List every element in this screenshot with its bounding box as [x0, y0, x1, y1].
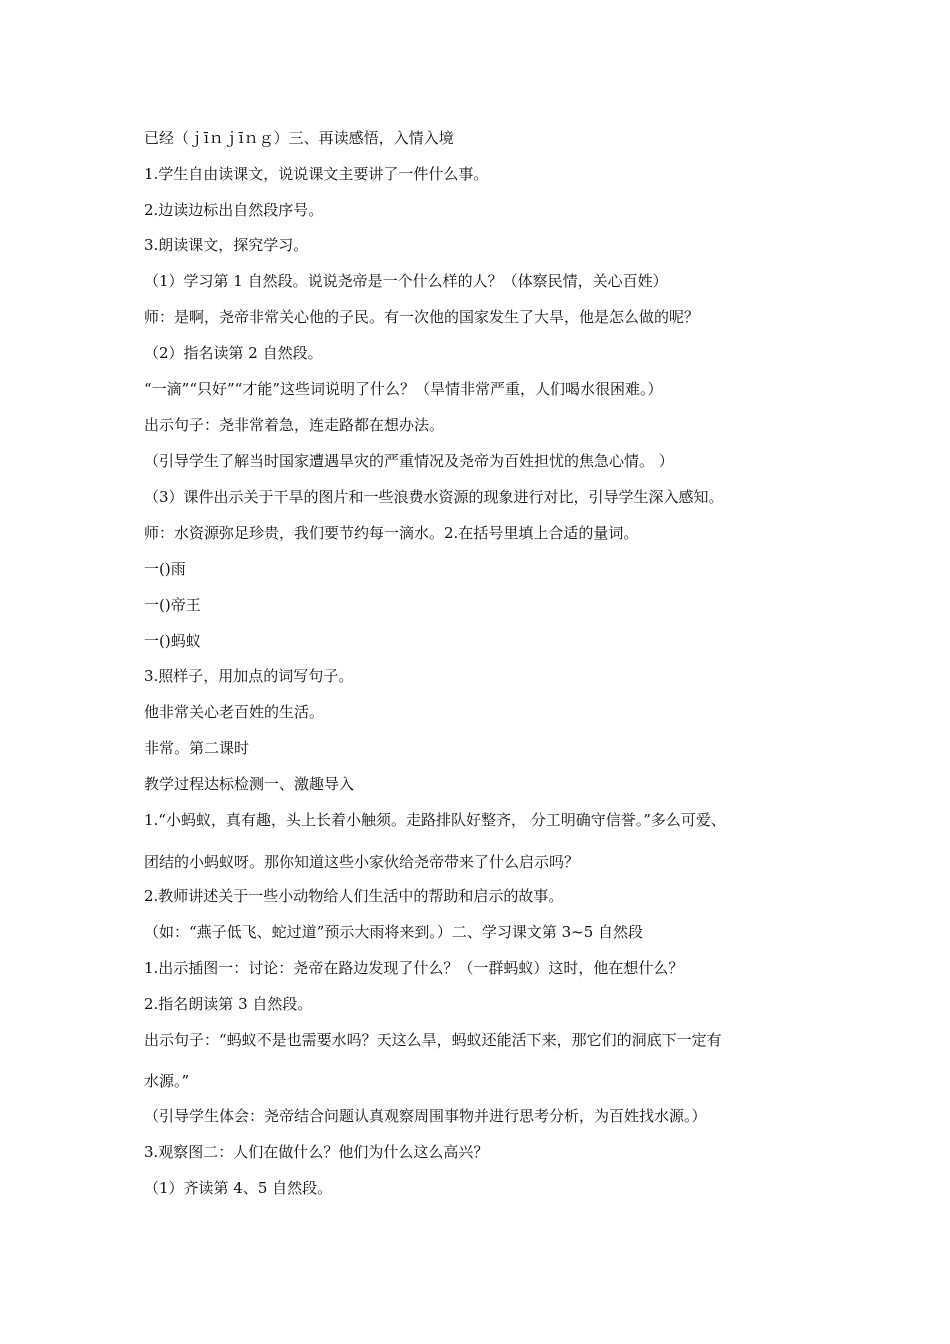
text-line: 师：水资源弥足珍贵，我们要节约每一滴水。2.在括号里填上合适的量词。 [144, 524, 639, 542]
text-line: 团结的小蚂蚁呀。那你知道这些小家伙给尧帝带来了什么启示吗？ [144, 853, 580, 871]
text-line: （1）齐读第 4、5 自然段。 [144, 1179, 333, 1197]
text-line: “一滴”“只好”“才能”这些词说明了什么？（旱情非常严重，人们喝水很困难。） [144, 380, 663, 398]
text-line: 师：是啊，尧帝非常关心他的子民。有一次他的国家发生了大旱，他是怎么做的呢？ [144, 308, 700, 326]
text-line: （如：“燕子低飞、蛇过道”预示大雨将来到。）二、学习课文第 3~5 自然段 [144, 923, 644, 941]
text-line: 3.照样子，用加点的词写句子。 [144, 667, 354, 685]
text-line: 已经（ｊīｎｊīｎｇ）三、再读感悟，入情入境 [144, 129, 454, 147]
text-line: （2）指名读第 2 自然段。 [144, 344, 323, 362]
text-line: （3）课件出示关于干旱的图片和一些浪费水资源的现象进行对比，引导学生深入感知。 [144, 488, 724, 506]
text-line: 他非常关心老百姓的生活。 [144, 703, 325, 721]
text-line: 水源。” [144, 1072, 190, 1090]
text-line: 教学过程达标检测一、激趣导入 [144, 775, 355, 793]
text-line: 非常。第二课时 [144, 739, 250, 757]
text-line: 2.边读边标出自然段序号。 [144, 201, 324, 219]
text-line: 1.学生自由读课文，说说课文主要讲了一件什么事。 [144, 165, 489, 183]
text-line: 一()雨 [144, 560, 186, 578]
text-line: 一()蚂蚁 [144, 632, 201, 650]
text-line: 出示句子：“蚂蚁不是也需要水吗？天这么旱，蚂蚁还能活下来，那它们的洞底下一定有 [144, 1031, 722, 1049]
text-line: （1）学习第 1 自然段。说说尧帝是一个什么样的人？（体察民情，关心百姓） [144, 272, 668, 290]
text-line: 1.出示插图一：讨论：尧帝在路边发现了什么？（一群蚂蚁）这时，他在想什么？ [144, 959, 684, 977]
text-line: 1.“小蚂蚁，真有趣，头上长着小触须。走路排队好整齐， 分工明确守信誉。”多么可爱、 [144, 811, 726, 829]
text-line: 一()帝王 [144, 596, 201, 614]
text-line: 3.观察图二：人们在做什么？他们为什么这么高兴？ [144, 1143, 489, 1161]
text-line: 出示句子：尧非常着急，连走路都在想办法。 [144, 416, 445, 434]
text-line: （引导学生了解当时国家遭遇旱灾的严重情况及尧帝为百姓担忧的焦急心情。 ） [144, 452, 674, 470]
text-line: （引导学生体会：尧帝结合问题认真观察周围事物并进行思考分析，为百姓找水源。） [144, 1107, 707, 1125]
text-line: 2.教师讲述关于一些小动物给人们生活中的帮助和启示的故事。 [144, 887, 564, 905]
text-line: 2.指名朗读第 3 自然段。 [144, 995, 313, 1013]
text-line: 3.朗读课文，探究学习。 [144, 236, 309, 254]
